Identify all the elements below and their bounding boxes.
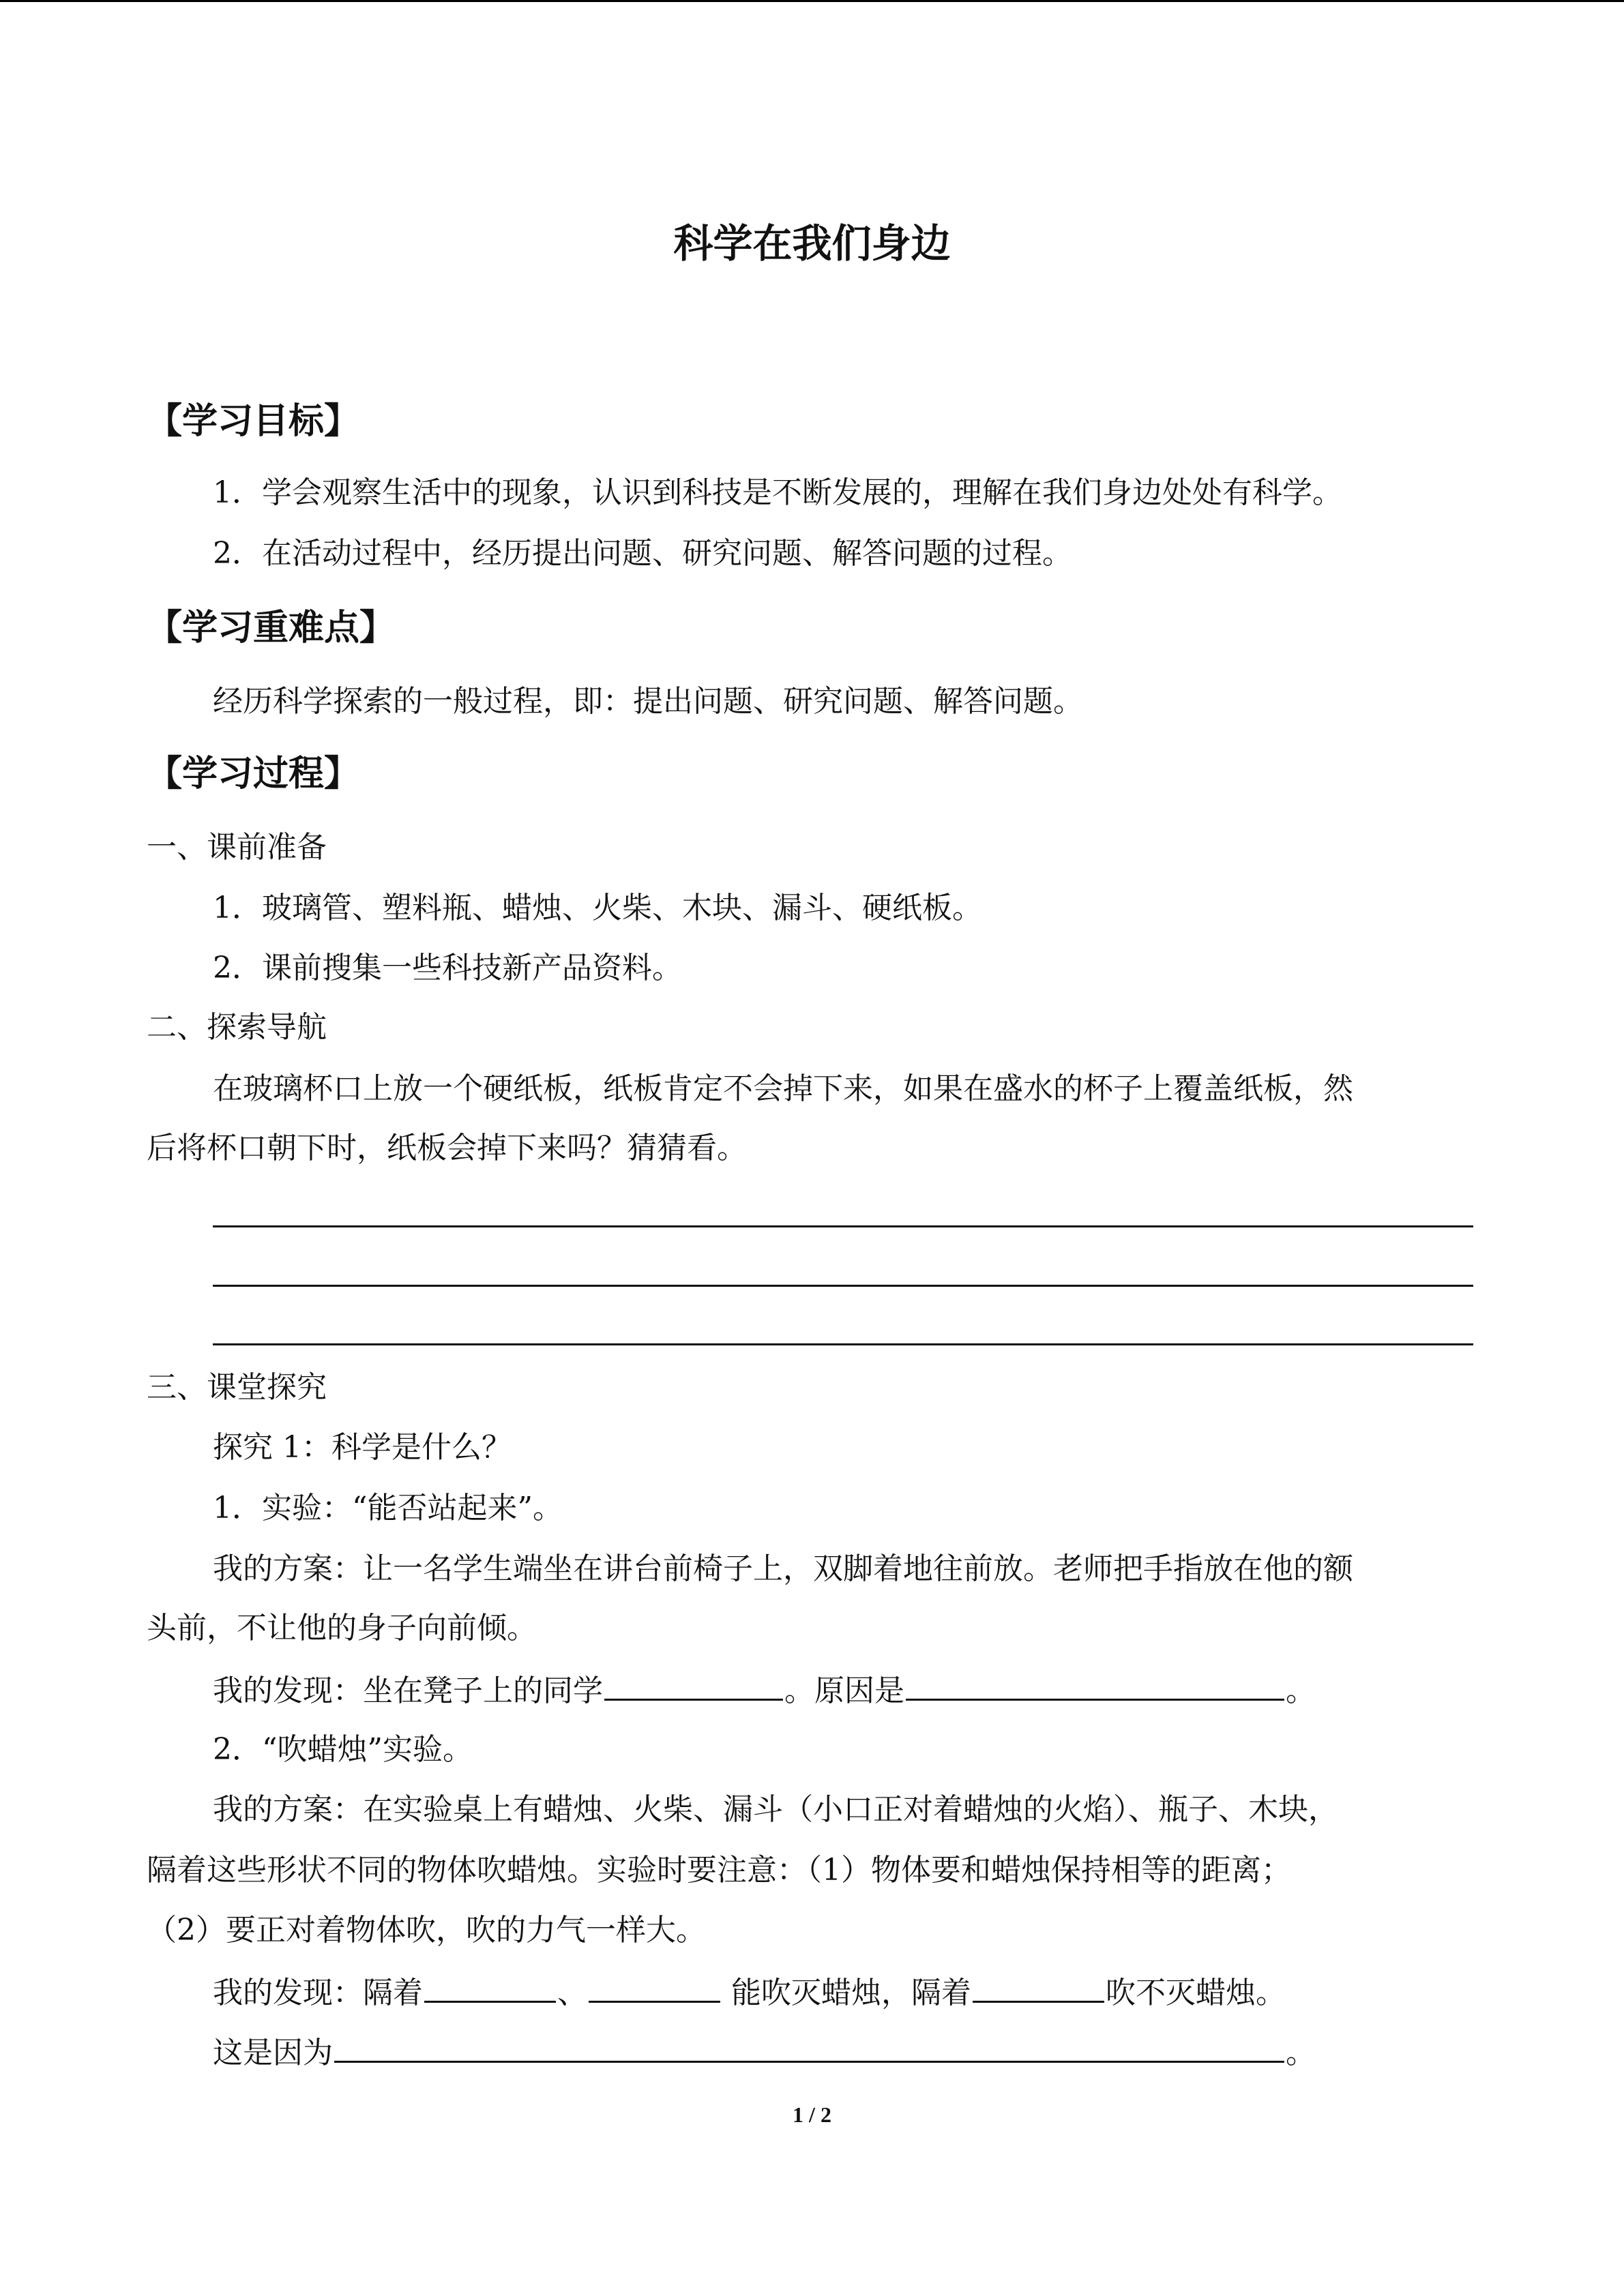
reason-end: 。 <box>1286 2036 1316 2070</box>
blank-object-2[interactable] <box>589 1973 720 2003</box>
answer-line-2[interactable] <box>213 1285 1473 1287</box>
answer-line-1[interactable] <box>213 1225 1473 1227</box>
reason-prefix: 这是因为 <box>213 2036 333 2070</box>
guide-title: 二、探索导航 <box>147 1010 327 1045</box>
experiment-1-finding <box>213 1671 1316 1710</box>
finding-1-end: 。 <box>1286 1673 1316 1708</box>
finding-2-middle: 能吹灭蜡烛，隔着 <box>722 1976 971 2010</box>
experiment-2-title: 2．“吹蜡烛”实验。 <box>213 1732 473 1767</box>
page-title: 科学在我们身边 <box>673 220 951 267</box>
experiment-2-plan-line-1: 我的方案：在实验桌上有蜡烛、火柴、漏斗（小口正对着蜡烛的火焰）、瓶子、木块， <box>213 1792 1338 1827</box>
finding-2-prefix: 我的发现：隔着 <box>213 1976 423 2010</box>
page-number: 1 / 2 <box>793 2102 831 2127</box>
finding-2-end: 吹不灭蜡烛。 <box>1106 1976 1286 2010</box>
finding-2-separator: 、 <box>557 1976 587 2010</box>
inquiry-question-1: 探究 1：科学是什么？ <box>213 1430 512 1465</box>
blank-explanation[interactable] <box>334 2033 1284 2063</box>
experiment-1-plan-line-1: 我的方案：让一名学生端坐在讲台前椅子上，双脚着地往前放。老师把手指放在他的额 <box>213 1551 1353 1586</box>
blank-object-1[interactable] <box>424 1973 556 2003</box>
answer-line-3[interactable] <box>213 1343 1473 1345</box>
goal-item-2: 2．在活动过程中，经历提出问题、研究问题、解答问题的过程。 <box>213 536 1072 571</box>
heading-key-points: 【学习重难点】 <box>147 608 396 648</box>
experiment-2-plan-line-3: （2）要正对着物体吹，吹的力气一样大。 <box>147 1913 706 1948</box>
blank-reason[interactable] <box>906 1671 1284 1701</box>
blank-student-result[interactable] <box>604 1671 783 1701</box>
blank-object-3[interactable] <box>973 1973 1104 2003</box>
guide-text-line-2: 后将杯口朝下时，纸板会掉下来吗？猜猜看。 <box>147 1131 747 1165</box>
prep-item-2: 2．课前搜集一些科技新产品资料。 <box>213 951 682 985</box>
inquiry-title: 三、课堂探究 <box>147 1370 327 1405</box>
heading-learning-goals: 【学习目标】 <box>147 401 360 442</box>
goal-item-1: 1．学会观察生活中的现象，认识到科技是不断发展的，理解在我们身边处处有科学。 <box>213 475 1342 510</box>
finding-1-reason-label: 。原因是 <box>784 1673 904 1708</box>
top-border <box>0 0 1624 2</box>
key-points-text: 经历科学探索的一般过程，即：提出问题、研究问题、解答问题。 <box>213 684 1083 719</box>
experiment-2-finding <box>213 1973 1286 2012</box>
heading-learning-process: 【学习过程】 <box>147 754 360 794</box>
experiment-2-reason <box>213 2033 1316 2072</box>
experiment-1-plan-line-2: 头前，不让他的身子向前倾。 <box>147 1611 537 1645</box>
experiment-2-plan-line-2: 隔着这些形状不同的物体吹蜡烛。实验时要注意：（1）物体要和蜡烛保持相等的距离； <box>147 1853 1291 1888</box>
finding-1-prefix: 我的发现：坐在凳子上的同学 <box>213 1673 603 1708</box>
prep-title: 一、课前准备 <box>147 830 327 865</box>
experiment-1-title: 1．实验：“能否站起来”。 <box>213 1491 563 1525</box>
prep-item-1: 1．玻璃管、塑料瓶、蜡烛、火柴、木块、漏斗、硬纸板。 <box>213 891 982 925</box>
guide-text-line-1: 在玻璃杯口上放一个硬纸板，纸板肯定不会掉下来，如果在盛水的杯子上覆盖纸板，然 <box>213 1071 1353 1106</box>
